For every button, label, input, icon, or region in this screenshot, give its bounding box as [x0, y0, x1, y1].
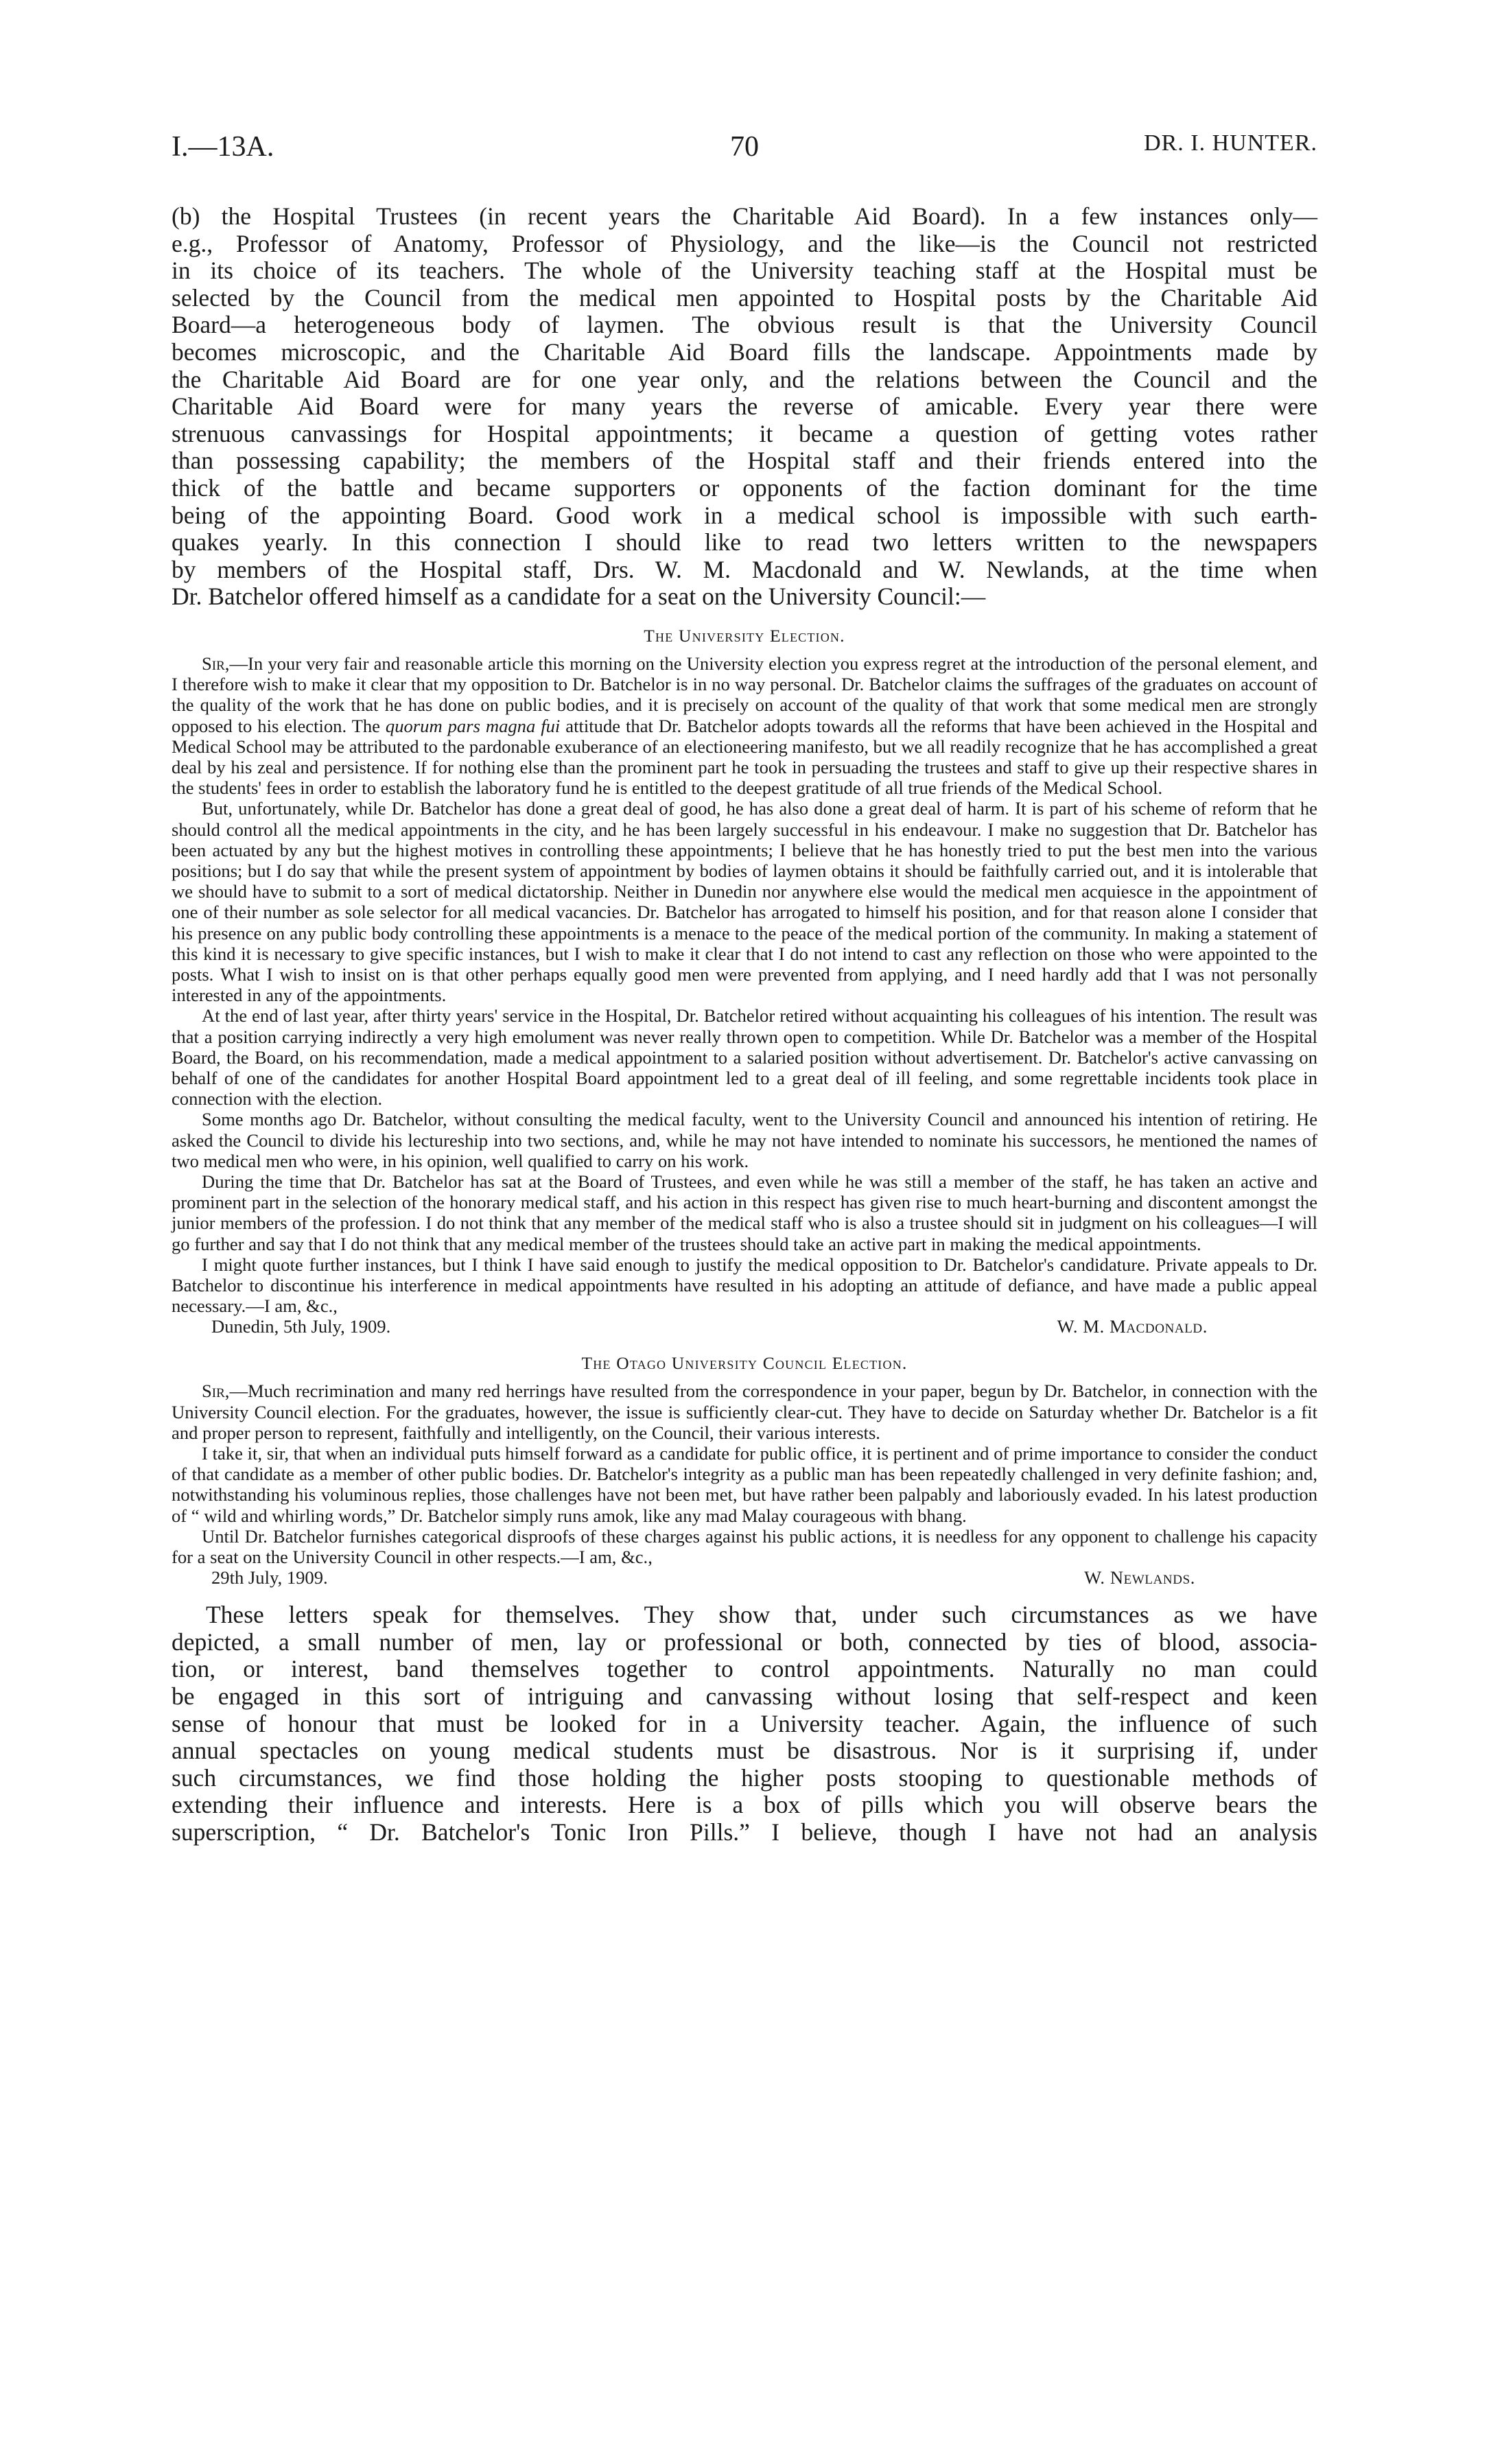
paragraph-text: —Much recrimination and many red herrings have resulted from the correspondence in your paper, begun by Dr. Batchelor, in connection with the University Council election. For the graduates, however, the issue is sufficiently clear-cut. They have to decide on Saturday whether Dr. Batchelor is a fit and proper person to represent, faithfully and intelligently, on the Council, their various interests. — [172, 1381, 1317, 1443]
letter-paragraph: At the end of last year, after thirty years' service in the Hospital, Dr. Batchelor retired without acquainting his colleagues of his intention. The result was that a position carrying indirectly a very high emolument was never really thrown open to competition. While Dr. Batchelor was a member of the Hospital Board, the Board, on his recommendation, made a medical appointment to a salaried position without advertisement. Dr. Batchelor's active canvassing on behalf of one of the candidates for another Hospital Board appointment led to a great deal of ill feeling, and some regrettable incidents took place in connection with the election. — [172, 1005, 1317, 1110]
letter-paragraph: But, unfortunately, while Dr. Batchelor has done a great deal of good, he has also done a great deal of harm. It is part of his scheme of reform that he should control all the medical appointments in the city, and he has been largely successful in his endeavour. I make no suggestion that Dr. Batchelor has been actuated by any but the highest motives in controlling these appointments; I believe that he has honestly tried to put the best men into the various positions; but I do say that while the present system of appointment by bodies of laymen obtains it should be faithfully carried out, and it is intolerable that we should have to submit to a sort of medical dictatorship. Neither in Dunedin nor anywhere else would the medical men acquiesce in the appointment of one of their number as sole selector for all medical vacancies. Dr. Batchelor has arrogated to himself his position, and for that reason alone I consider that his presence on any public body controlling these appointments is a menace to the peace of the medical portion of the community. In making a statement of this kind it is necessary to give specific instances, but I wish to make it clear that I do not intend to cast any reflection on those who were appointed to the posts. What I wish to insist on is that other perhaps equally good men were prevented from applying, and I need hardly add that I was not personally interested in any of the appointments. — [172, 798, 1317, 1006]
letter-paragraph: During the time that Dr. Batchelor has sat at the Board of Trustees, and even while he was still a member of the staff, he has taken an active and prominent part in the selection of the honorary medical staff, and his action in this respect has given rise to much heart-burning and discontent amongst the junior members of the profession. I do not think that any member of the medical staff who is also a trustee should sit in judgment on his colleagues—I will go further and say that I do not think that any medical member of the trustees should take an active part in making the medical appointments. — [172, 1171, 1317, 1254]
text-line: Charitable Aid Board were for many years the reverse of amicable. Every year there were — [172, 392, 1317, 421]
page-body — [172, 203, 1317, 1846]
text-line: strenuous canvassings for Hospital appointments; it became a question of getting votes rather — [172, 419, 1317, 447]
letter-paragraph — [172, 653, 1317, 798]
letter-macdonald — [172, 626, 1317, 1339]
running-header — [172, 130, 1317, 172]
letter-newlands — [172, 1353, 1317, 1589]
text-line: depicted, a small number of men, lay or professional or both, connected by ties of blood, associa- — [172, 1628, 1317, 1656]
page-number: 70 — [730, 131, 759, 163]
text-line: quakes yearly. In this connection I should like to read two letters written to the newspapers — [172, 528, 1317, 556]
letter-paragraph: Until Dr. Batchelor furnishes categorical disproofs of these charges against his public actions, it is needless for any opponent to challenge his capacity for a seat on the University Council in other respects.—I am, &c., — [172, 1525, 1317, 1568]
letter-title: The Otago University Council Election. — [581, 1353, 908, 1374]
letter-dateline — [172, 1567, 1317, 1589]
text-line: be engaged in this sort of intriguing and canvassing without losing that self-respect and keen — [172, 1682, 1317, 1711]
letter-date: 29th July, 1909. — [211, 1567, 328, 1588]
text-line: Dr. Batchelor offered himself as a candidate for a seat on the University Council:— — [172, 583, 986, 611]
text-line: sense of honour that must be looked for in a University teacher. Again, the influence of such — [172, 1709, 1317, 1737]
text-line: tion, or interest, band themselves together to control appointments. Naturally no man could — [172, 1655, 1317, 1683]
text-line: being of the appointing Board. Good work in a medical school is impossible with such earth- — [172, 501, 1317, 529]
text-line: extending their influence and interests. Here is a box of pills which you will observe bears the — [172, 1791, 1317, 1819]
letter-title: The University Election. — [644, 625, 845, 646]
text-line: selected by the Council from the medical men appointed to Hospital posts by the Charitable Aid — [172, 283, 1317, 312]
letter-paragraph: I take it, sir, that when an individual puts himself forward as a candidate for public office, it is pertinent and of prime importance to consider the conduct of that candidate as a member of other public bodies. Dr. Batchelor's integrity as a public man has been repeatedly challenged in very definite fashion; and, notwithstanding his voluminous replies, those challenges have not been met, but have rather been palpably and laboriously evaded. In his latest production of “ wild and whirling words,” Dr. Batchelor simply runs amok, like any mad Malay courageous with bhang. — [172, 1443, 1317, 1526]
paragraph-text: —In your very fair and reasonable article this morning on the University election you express regret at the introduction of the personal element, and I therefore wish to make it clear that my opposition to Dr. Batchelor is in no way personal. Dr. Batchelor claims the suffrages of the graduates on account of the quality of the work that he has done on public bodies, and it is precisely on account of the quality of that work that some medical men are strongly opposed to his election. The — [172, 653, 1317, 736]
letter-paragraph: Some months ago Dr. Batchelor, without consulting the medical faculty, went to the University Council and announced his intention of retiring. He asked the Council to divide his lectureship into two sections, and, while he may not have intended to nominate his successors, he mentioned the names of two medical men who were, in his opinion, well qualified to carry on his work. — [172, 1109, 1317, 1171]
latin-phrase: quorum pars magna fui — [385, 715, 561, 736]
salutation: Sir, — [202, 1381, 230, 1402]
author-name: DR. I. HUNTER. — [1144, 130, 1317, 156]
text-line: These letters speak for themselves. They show that, under such circumstances as we have — [206, 1601, 1317, 1629]
letter-date: Dunedin, 5th July, 1909. — [211, 1316, 391, 1337]
paragraph-text: attitude that Dr. Batchelor adopts towards all the reforms that have been achieved in the Hospital and Medical School may be attributed to the pardonable exuberance of an electioneering manifesto, but we all readily recognize that he has accomplished a great deal by his zeal and persistence. If for nothing else than the prominent part he took in persuading the trustees and staff to give up their respective shares in the students' fees in order to establish the laboratory fund he is entitled to the deepest gratitude of all true friends of the Medical School. — [172, 715, 1317, 799]
text-line: such circumstances, we find those holding the higher posts stooping to questionable methods of — [172, 1763, 1317, 1792]
text-line: Board—a heterogeneous body of laymen. The obvious result is that the University Council — [172, 311, 1317, 339]
letter-signature: W. Newlands. — [1084, 1567, 1195, 1588]
intro-paragraph — [172, 203, 1317, 611]
text-line: thick of the battle and became supporters or opponents of the faction dominant for the time — [172, 473, 1317, 502]
text-line: e.g., Professor of Anatomy, Professor of Physiology, and the like—is the Council not restricted — [172, 229, 1317, 257]
letter-signature: W. M. Macdonald. — [1057, 1316, 1208, 1337]
text-line: annual spectacles on young medical students must be disastrous. Nor is it surprising if, under — [172, 1737, 1317, 1765]
text-line: in its choice of its teachers. The whole of the University teaching staff at the Hospital must be — [172, 257, 1317, 285]
document-reference: I.—13A. — [172, 131, 274, 163]
text-line: (b) the Hospital Trustees (in recent years the Charitable Aid Board). In a few instances only— — [172, 202, 1317, 230]
letter-paragraph: I might quote further instances, but I think I have said enough to justify the medical opposition to Dr. Batchelor's candidature. Private appeals to Dr. Batchelor to discontinue his interference in medical appointments have resulted in his adopting an attitude of defiance, and have made a public appeal necessary.—I am, &c., — [172, 1254, 1317, 1317]
letter-dateline — [172, 1316, 1317, 1338]
text-line: superscription, “ Dr. Batchelor's Tonic Iron Pills.” I believe, though I have not had an analysis — [172, 1818, 1317, 1846]
text-line: than possessing capability; the members of the Hospital staff and their friends entered into the — [172, 447, 1317, 475]
spacer — [172, 1589, 1317, 1601]
text-line: the Charitable Aid Board are for one year only, and the relations between the Council and the — [172, 365, 1317, 393]
salutation: Sir, — [202, 653, 230, 674]
text-line: by members of the Hospital staff, Drs. W. M. Macdonald and W. Newlands, at the time when — [172, 555, 1317, 583]
text-line: becomes microscopic, and the Charitable Aid Board fills the landscape. Appointments made by — [172, 338, 1317, 366]
letter-paragraph — [172, 1381, 1317, 1443]
closing-paragraph — [172, 1601, 1317, 1846]
